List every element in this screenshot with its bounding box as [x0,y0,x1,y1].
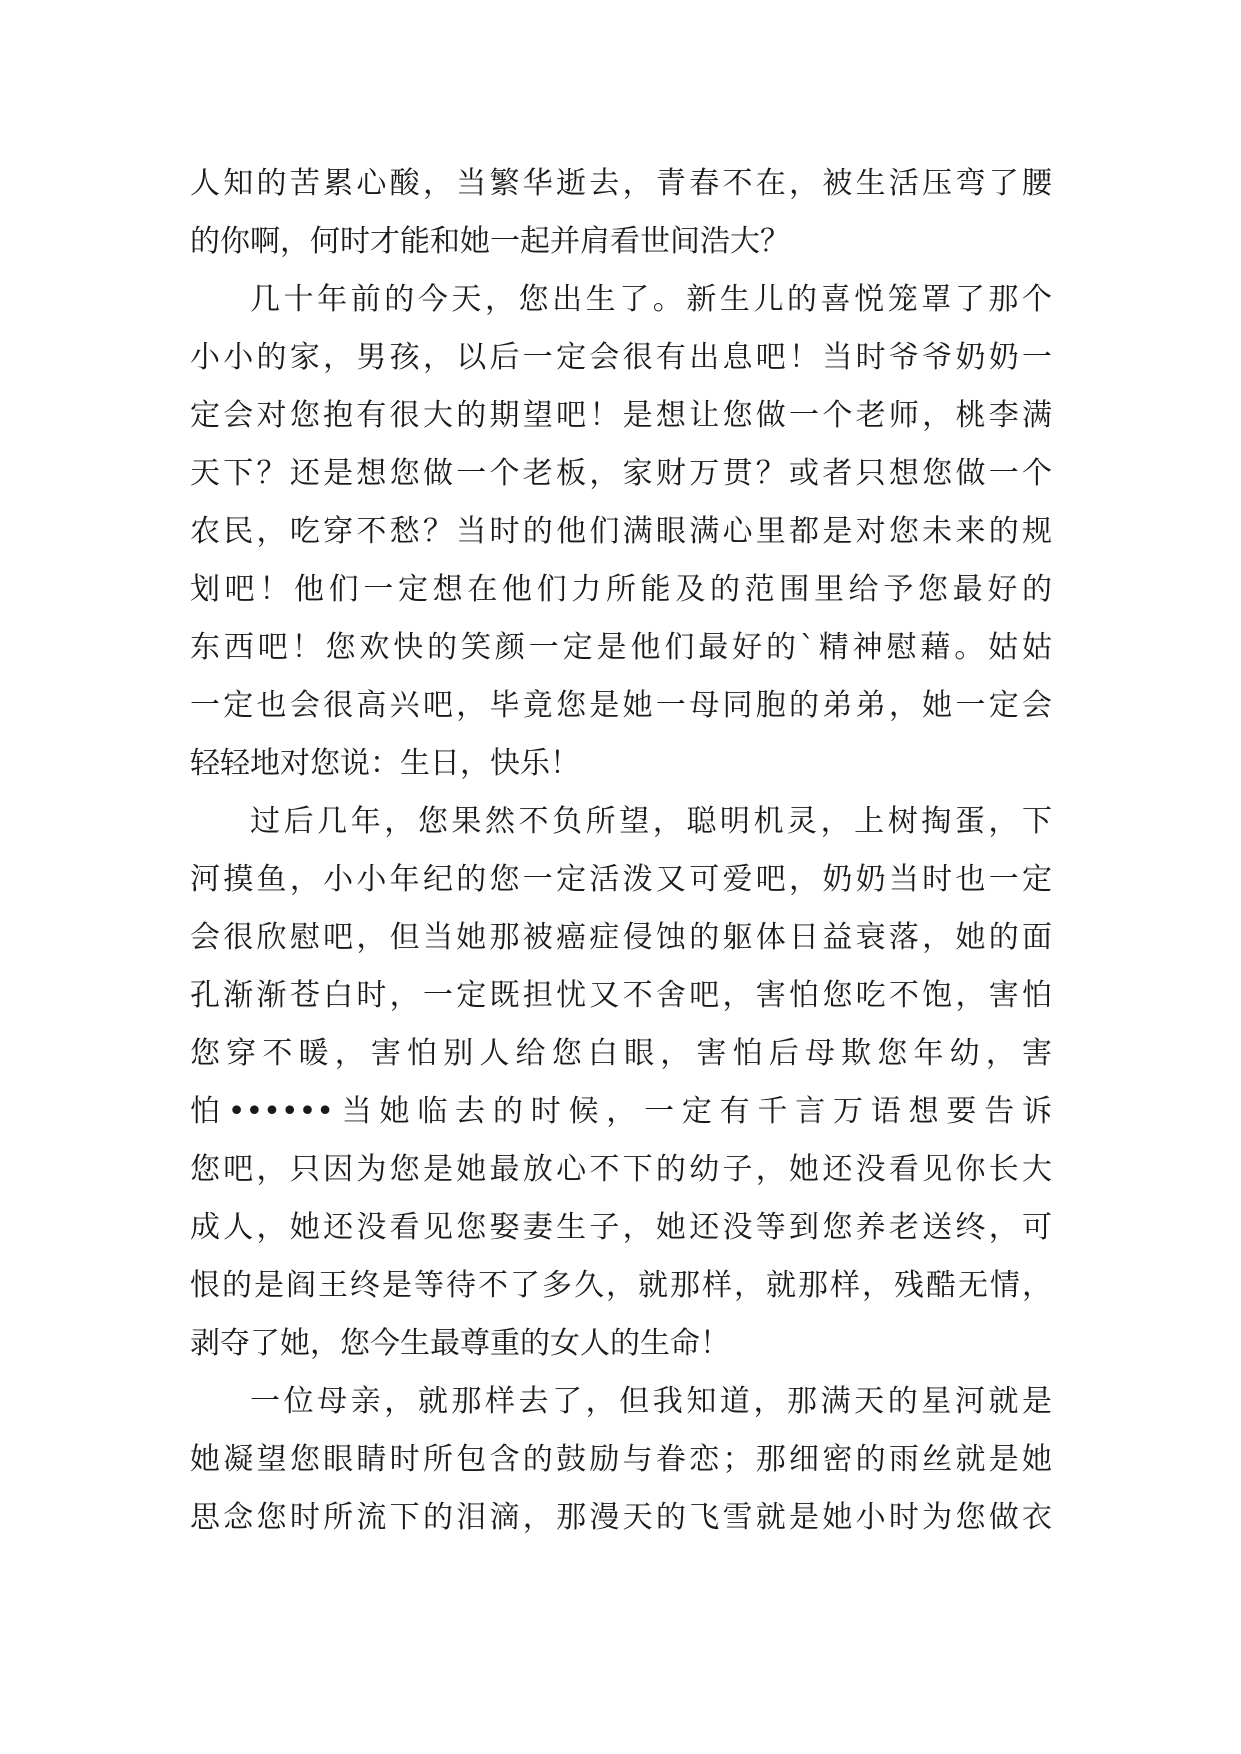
text-line: 的你啊，何时才能和她一起并肩看世间浩大？ [190,224,790,259]
text-line: 剥夺了她，您今生最尊重的女人的生命！ [190,1326,730,1361]
text-line: 轻轻地对您说：生日，快乐！ [190,746,580,781]
text-line: 农民，吃穿不愁？当时的他们满眼满心里都是对您未来的规 [190,514,1052,549]
text-line: 恨的是阎王终是等待不了多久，就那样，就那样，残酷无情， [190,1268,1052,1303]
text-line: 东西吧！您欢快的笑颜一定是他们最好的`精神慰藉。姑姑 [190,630,1052,665]
text-line: 成人，她还没看见您娶妻生子，她还没等到您养老送终，可 [190,1210,1052,1245]
text-line: 一定也会很高兴吧，毕竟您是她一母同胞的弟弟，她一定会 [190,688,1052,723]
text-line: 河摸鱼，小小年纪的您一定活泼又可爱吧，奶奶当时也一定 [190,862,1052,897]
text-line: 思念您时所流下的泪滴，那漫天的飞雪就是她小时为您做衣 [190,1500,1052,1535]
text-line: 她凝望您眼睛时所包含的鼓励与眷恋；那细密的雨丝就是她 [190,1442,1052,1477]
text-line: 孔渐渐苍白时，一定既担忧又不舍吧，害怕您吃不饱，害怕 [190,978,1052,1013]
body-text [190,155,1052,1547]
text-line: 天下？还是想您做一个老板，家财万贯？或者只想您做一个 [190,456,1052,491]
text-line: 您吧，只因为您是她最放心不下的幼子，她还没看见你长大 [190,1152,1052,1187]
text-line: 人知的苦累心酸，当繁华逝去，青春不在，被生活压弯了腰 [190,166,1052,201]
text-line: 怕••••••当她临去的时候，一定有千言万语想要告诉 [190,1094,1052,1129]
text-line: 小小的家，男孩，以后一定会很有出息吧！当时爷爷奶奶一 [190,340,1052,375]
text-line: 几十年前的今天，您出生了。新生儿的喜悦笼罩了那个 [250,282,1052,317]
text-line: 您穿不暖，害怕别人给您白眼，害怕后母欺您年幼，害 [190,1036,1052,1071]
text-line: 过后几年，您果然不负所望，聪明机灵，上树掏蛋，下 [250,804,1052,839]
text-line: 会很欣慰吧，但当她那被癌症侵蚀的躯体日益衰落，她的面 [190,920,1052,955]
text-line: 一位母亲，就那样去了，但我知道，那满天的星河就是 [250,1384,1052,1419]
text-line: 划吧！他们一定想在他们力所能及的范围里给予您最好的 [190,572,1052,607]
text-line: 定会对您抱有很大的期望吧！是想让您做一个老师，桃李满 [190,398,1052,433]
